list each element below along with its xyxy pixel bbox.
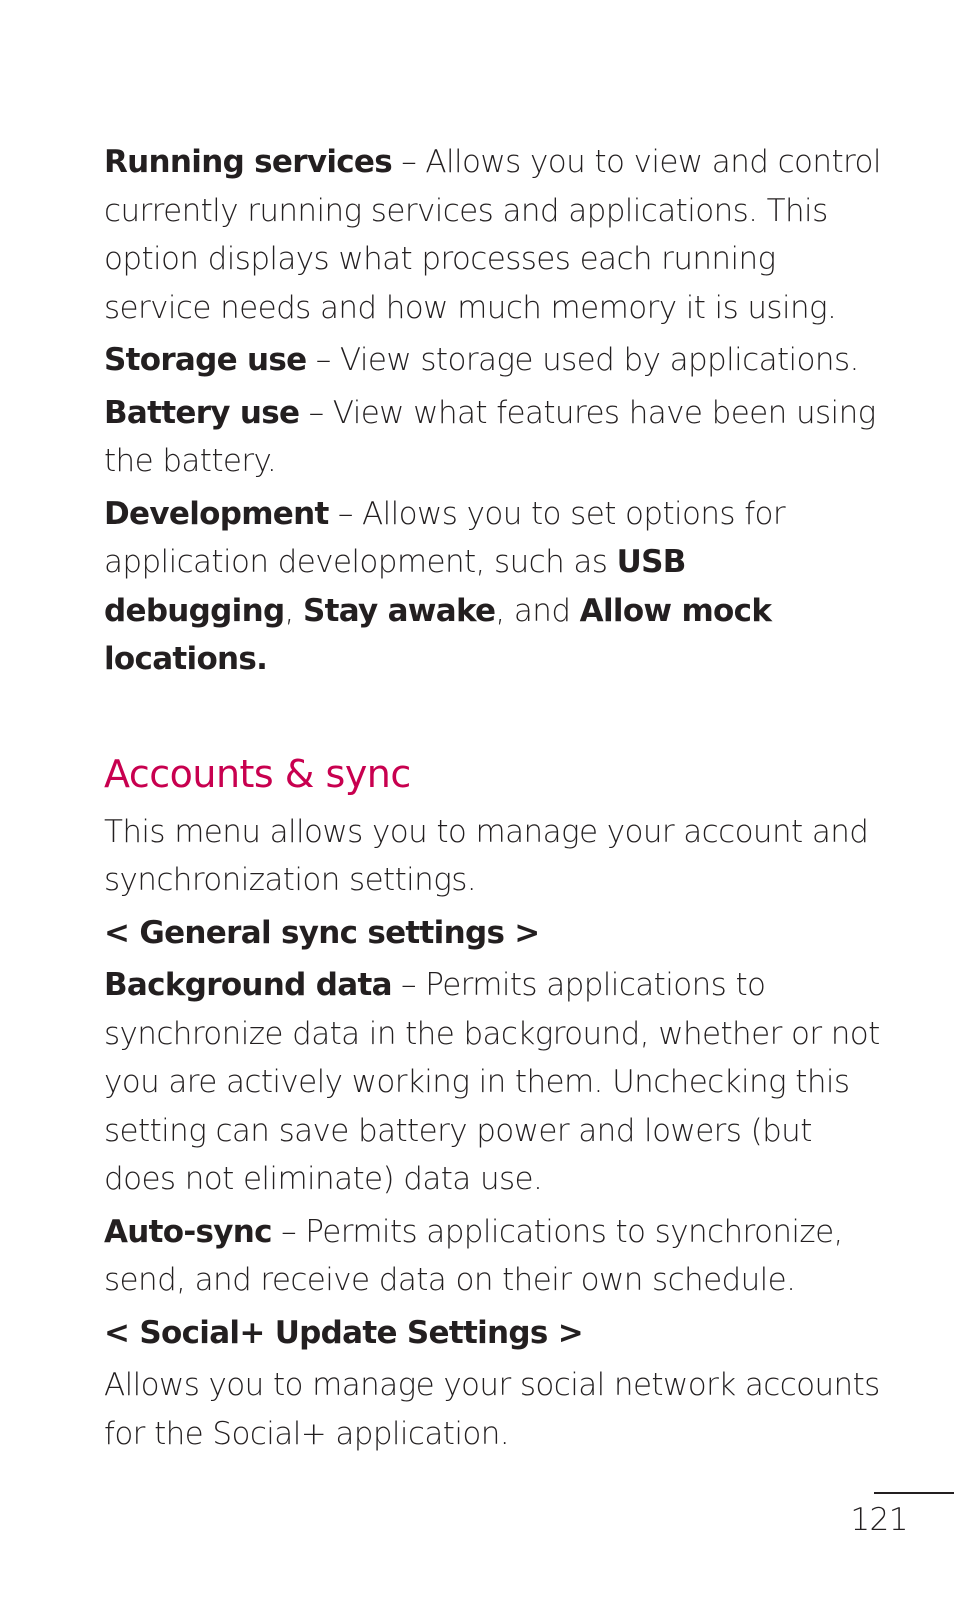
battery-use-description: – View what features have been using the battery. [104,394,876,479]
accounts-sync-heading: Accounts & sync [104,751,411,796]
general-sync-settings-subhead: < General sync settings > [104,914,540,951]
running-services-description: – Allows you to view and control currently running services and applications. This option displays what processes each running service needs and how much memory it is using. [104,144,881,326]
running-services-paragraph [104,138,884,332]
development-term: Development [104,495,329,532]
background-data-paragraph [104,961,884,1204]
auto-sync-term: Auto-sync [104,1213,272,1250]
development-separator-2: , and [495,592,580,629]
usb-debugging-option: USB debugging [104,544,686,629]
footer-rule [874,1492,954,1494]
social-update-settings-subhead: < Social+ Update Settings > [104,1314,584,1351]
auto-sync-description: – Permits applications to synchronize, send, and receive data on their own schedule. [104,1213,843,1298]
auto-sync-paragraph [104,1208,884,1305]
social-settings-description: Allows you to manage your social network accounts for the Social+ application. [104,1367,880,1452]
development-description: – Allows you to set options for application development, such as [104,495,786,580]
battery-use-paragraph [104,389,884,486]
storage-use-description: – View storage used by applications. [306,342,859,378]
allow-mock-locations-option: Allow mock locations. [104,592,772,677]
development-separator-1: , [284,592,303,629]
page-content [104,138,884,1462]
stay-awake-option: Stay awake [302,592,496,629]
storage-use-term: Storage use [104,342,307,378]
storage-use-paragraph [104,336,884,385]
page-number: 121 [850,1502,908,1538]
background-data-description: – Permits applications to synchronize data in the background, whether or not you are actively working in them. Unchecking this setting can save battery power and lowers (but does not eliminate) data use. [104,967,880,1197]
running-services-term: Running services [104,144,393,180]
development-paragraph [104,490,884,684]
accounts-sync-intro: This menu allows you to manage your account and synchronization settings. [104,813,869,898]
battery-use-term: Battery use [104,394,300,431]
background-data-term: Background data [104,967,392,1003]
